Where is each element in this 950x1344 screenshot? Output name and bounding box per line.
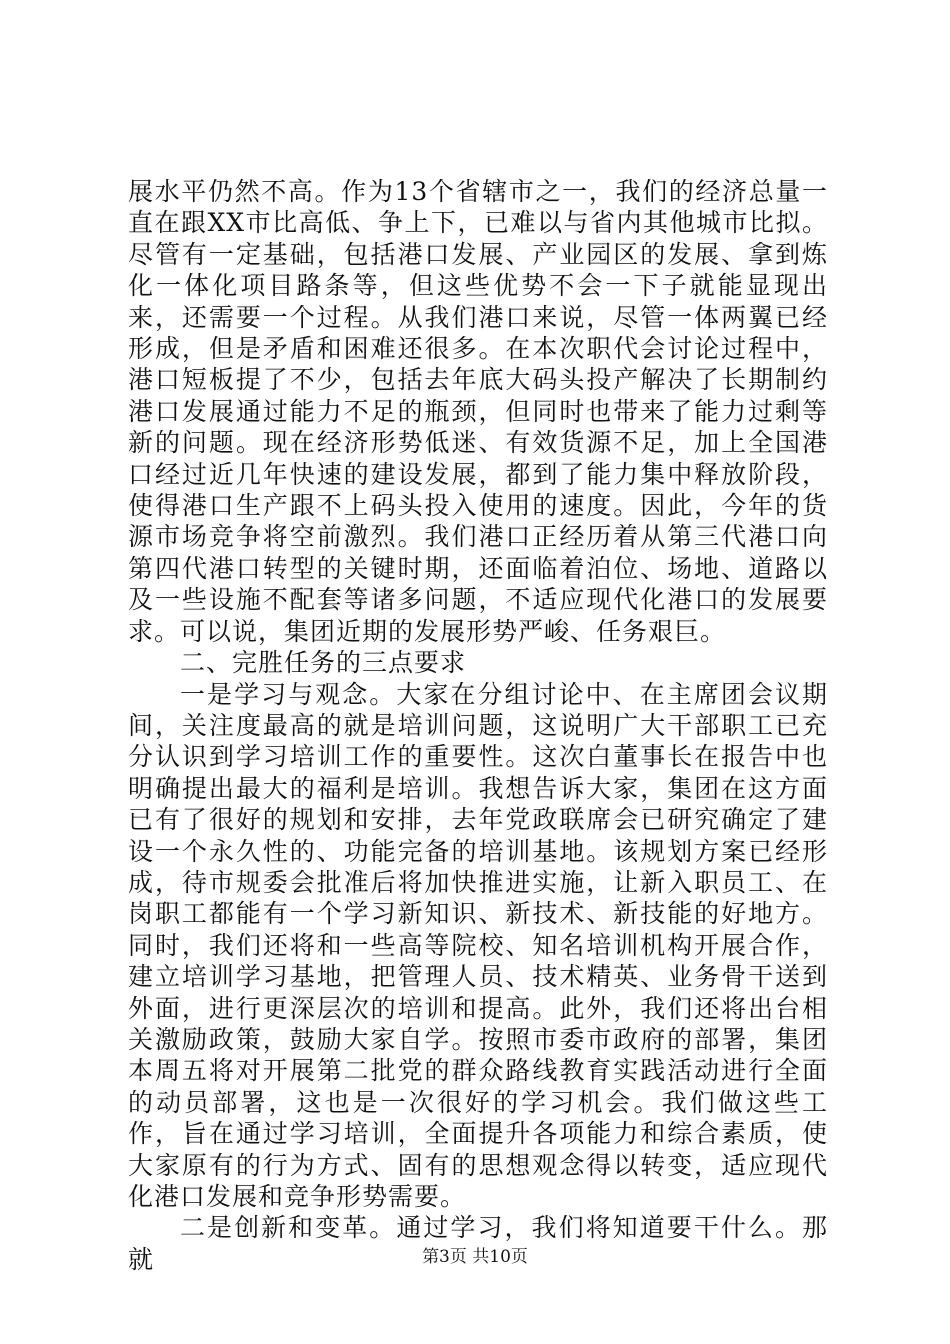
section-heading: 二、完胜任务的三点要求 [180, 648, 467, 678]
document-body [128, 176, 828, 1275]
paragraph-learning: 一是学习与观念。大家在分组讨论中、在主席团会议期间，关注度最高的就是培训问题，这说明广大干部职工已充分认识到学习培训工作的重要性。这次白董事长在报告中也明确提出最大的福利是培训。我想告诉大家，集团在这方面已有了很好的规划和安排，去年党政联席会已研究确定了建设一个永久性的、功能完备的培训基地。该规划方案已经形成，待市规委会批准后将加快推进实施，让新入职员工、在岗职工都能有一个学习新知识、新技术、新技能的好地方。同时，我们还将和一些高等院校、知名培训机构开展合作，建立培训学习基地，把管理人员、技术精英、业务骨干送到外面，进行更深层次的培训和提高。此外，我们还将出台相关激励政策，鼓励大家自学。按照市委市政府的部署，集团本周五将对开展第二批党的群众路线教育实践活动进行全面的动员部署，这也是一次很好的学习机会。我们做这些工作，旨在通过学习培训，全面提升各项能力和综合素质，使大家原有的行为方式、固有的思想观念得以转变，适应现代化港口发展和竞争形势需要。 [128, 679, 828, 1211]
paragraph-innovation: 二是创新和变革。通过学习，我们将知道要干什么。那就 [128, 1213, 828, 1274]
page-number-footer: 第3页 共10页 [422, 1247, 528, 1267]
paragraph-continuation: 展水平仍然不高。作为13个省辖市之一，我们的经济总量一直在跟XX市比高低、争上下，已难以与省内其他城市比拟。尽管有一定基础，包括港口发展、产业园区的发展、拿到炼化一体化项目路条等，但这些优势不会一下子就能显现出来，还需要一个过程。从我们港口来说，尽管一体两翼已经形成，但是矛盾和困难还很多。在本次职代会讨论过程中，港口短板提了不少，包括去年底大码头投产解决了长期制约港口发展通过能力不足的瓶颈，但同时也带来了能力过剩等新的问题。现在经济形势低迷、有效货源不足，加上全国港口经过近几年快速的建设发展，都到了能力集中释放阶段，使得港口生产跟不上码头投入使用的速度。因此，今年的货源市场竞争将空前激烈。我们港口正经历着从第三代港口向第四代港口转型的关键时期，还面临着泊位、场地、道路以及一些设施不配套等诸多问题，不适应现代化港口的发展要求。可以说，集团近期的发展形势严峻、任务艰巨。 [128, 177, 828, 646]
